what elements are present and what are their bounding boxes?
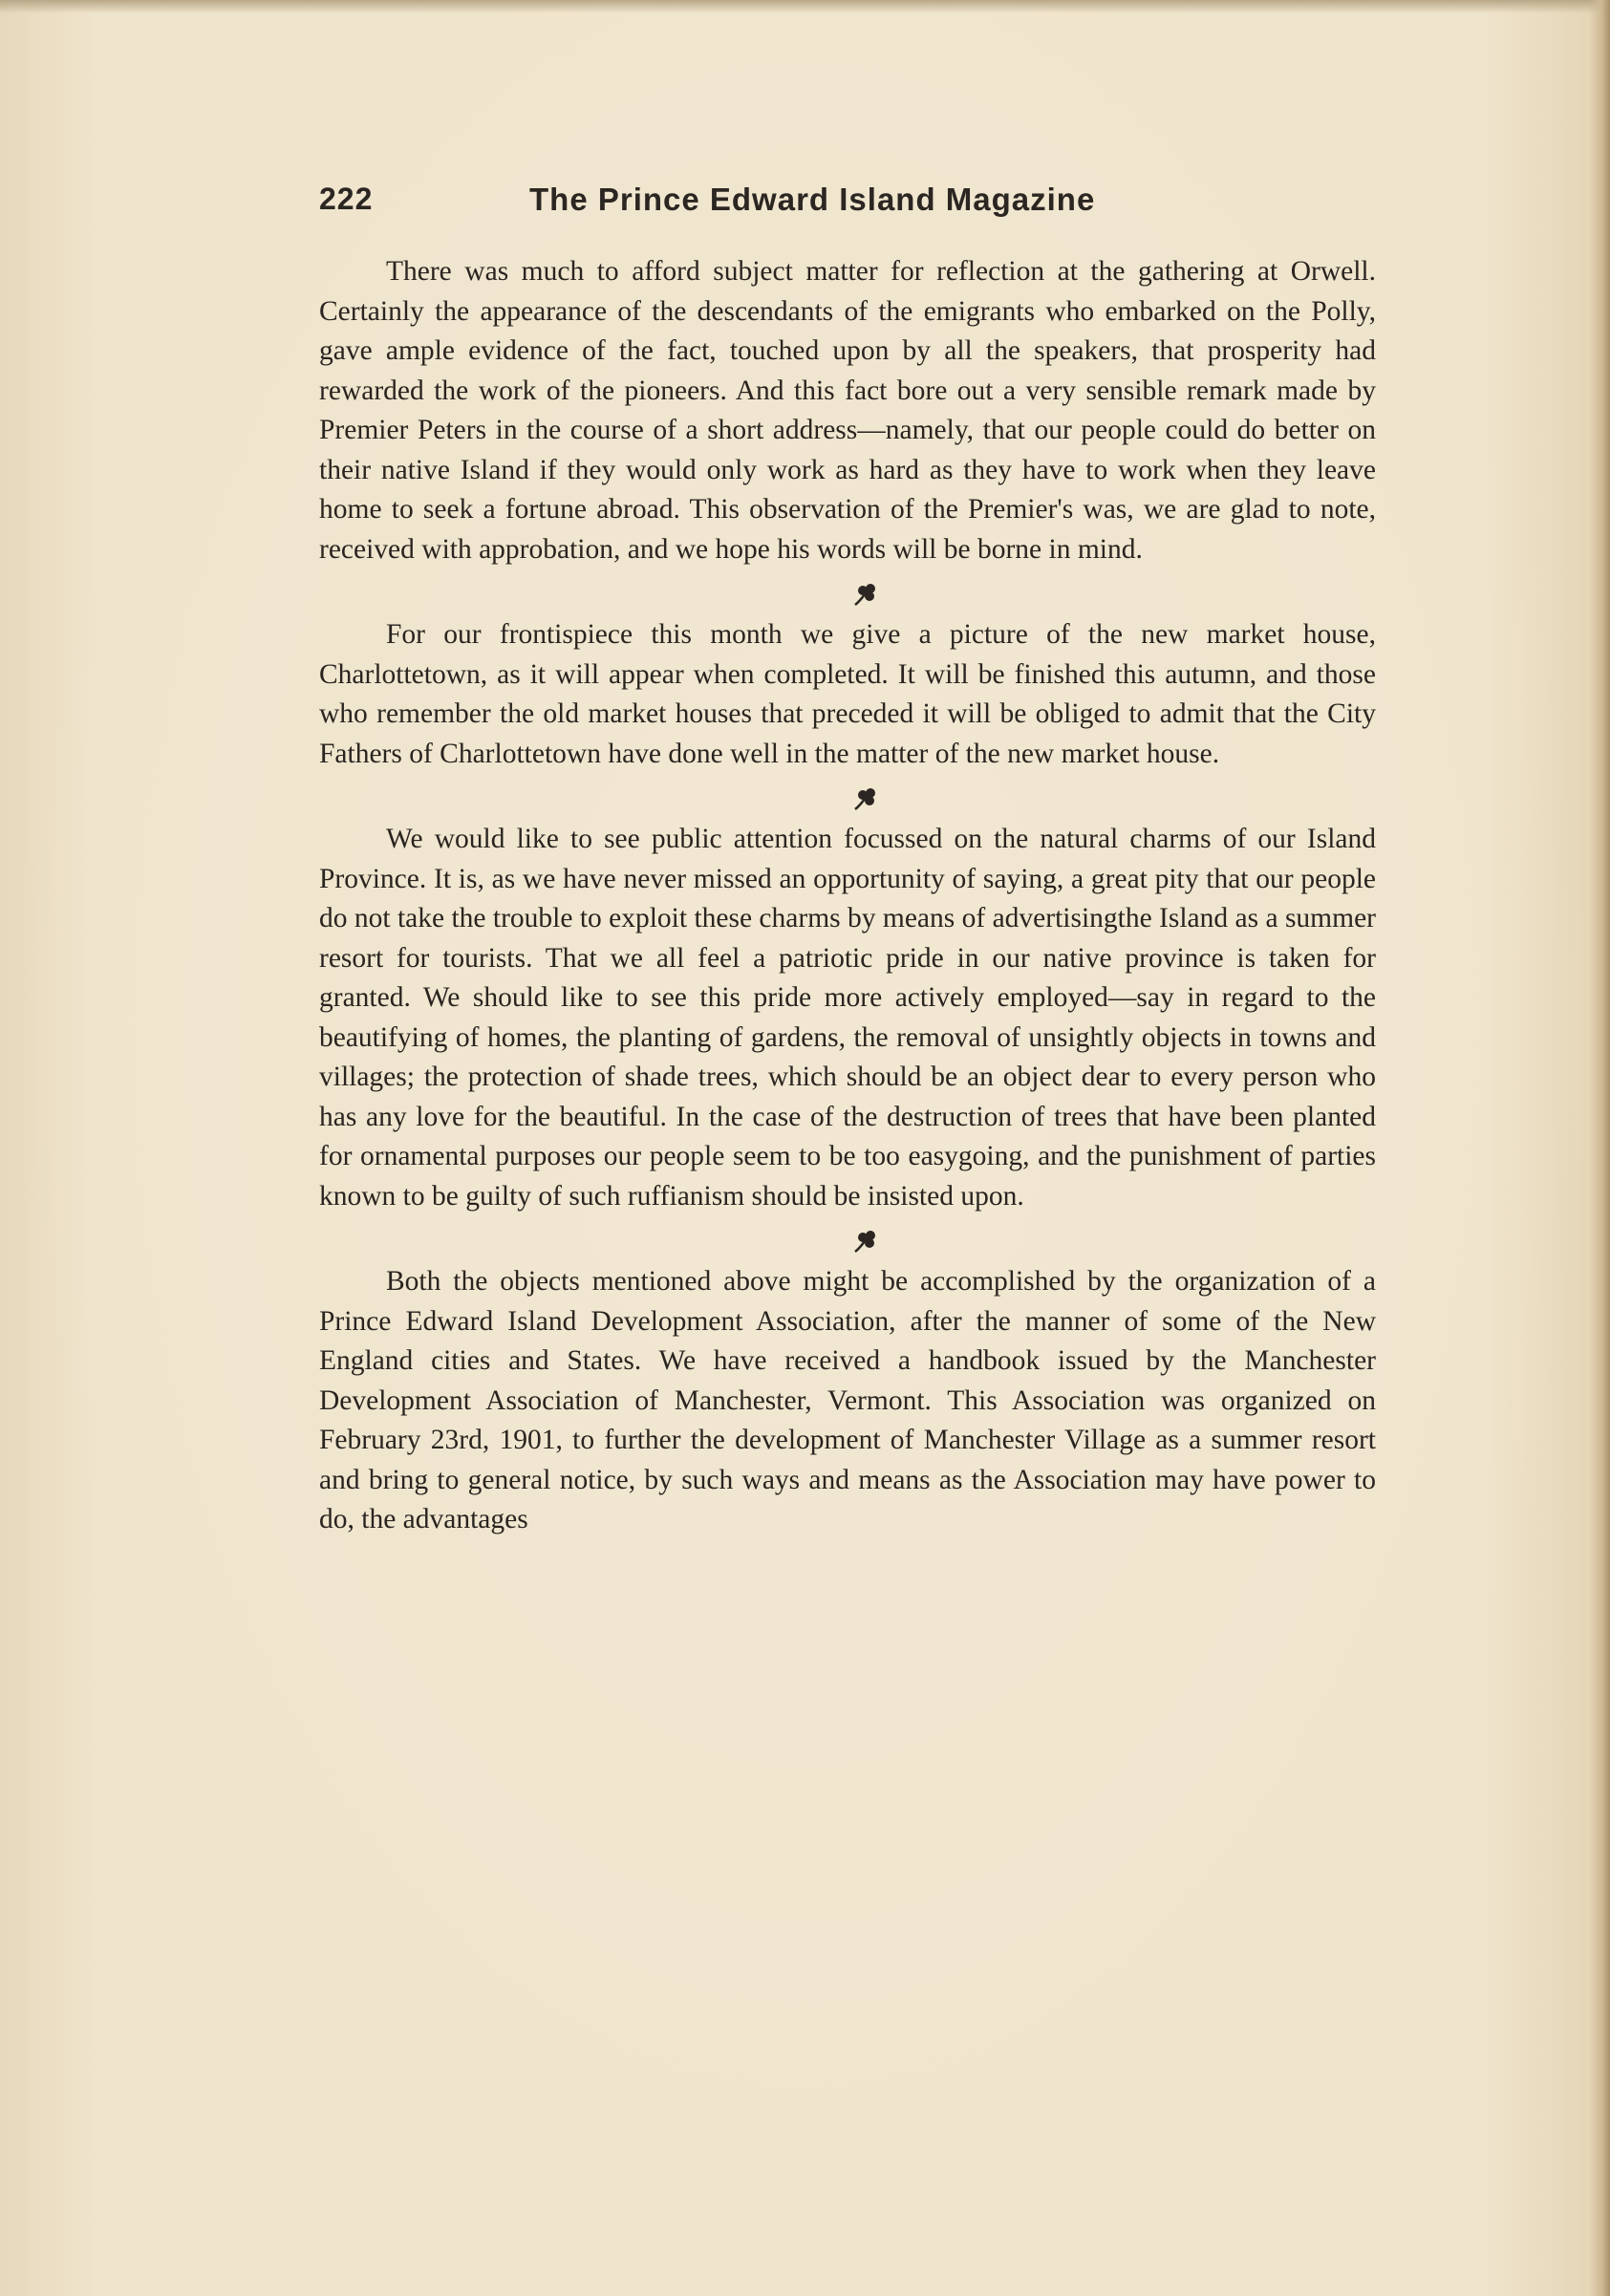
article-body <box>319 252 1376 1540</box>
page-binding-edge <box>1589 0 1610 2296</box>
shamrock-icon <box>319 1216 1376 1262</box>
running-title: The Prince Edward Island Magazine <box>529 182 1096 217</box>
paragraph-market-house: For our frontispiece this month we give a picture of the new market house, Charlottetown, as it will appear when completed. It will be finished this autumn, and those who remember the old market houses that preceded it will be obliged to admit that the City Fathers of Charlottetown have done well in the matter of the new market house. <box>319 619 1376 769</box>
page-number: 222 <box>319 182 374 216</box>
paragraph-orwell-gathering: There was much to afford subject matter for reflection at the gathering at Orwell. Certainly the appearance of the descendants of the emigrants who embarked on the Polly, gave ample evidence of the fact, touched upon by all the speakers, that prosperity had rewarded the work of the pioneers. And this fact bore out a very sensible remark made by Premier Peters in the course of a short address—namely, that our people could do better on their native Island if they would only work as hard as they have to work when they leave home to seek a fortune abroad. This observation of the Premier's was, we are glad to note, received with approbation, and we hope his words will be borne in mind. <box>319 256 1376 565</box>
paragraph-natural-charms: We would like to see public attention focussed on the natural charms of our Island Province. It is, as we have never missed an opportunity of saying, a great pity that our people do not take the trouble to exploit these charms by means of advertisingthe Island as a summer resort for tourists. That we all feel a patriotic pride in our native province is taken for granted. We should like to see this pride more actively employed—say in regard to the beautifying of homes, the planting of gardens, the removal of unsightly objects in towns and villages; the protection of shade trees, which should be an object dear to every person who has any love for the beautiful. In the case of the destruction of trees that have been planted for ornamental purposes our people seem to be too easygoing, and the punishment of parties known to be guilty of such ruffianism should be insisted upon. <box>319 824 1376 1212</box>
paragraph-development-association: Both the objects mentioned above might be accomplished by the organization of a Prince Edward Island Development Association, after the manner of some of the New England cities and States. We have received a handbook issued by the Manchester Development Association of Manchester, Vermont. This Association was organized on February 23rd, 1901, to further the development of Manchester Village as a summer resort and bring to general notice, by such ways and means as the Association may have power to do, the advantages <box>319 1266 1376 1534</box>
page-header <box>319 182 1389 229</box>
shamrock-icon <box>319 569 1376 615</box>
page-top-shadow <box>0 0 1610 13</box>
shamrock-icon <box>319 774 1376 820</box>
